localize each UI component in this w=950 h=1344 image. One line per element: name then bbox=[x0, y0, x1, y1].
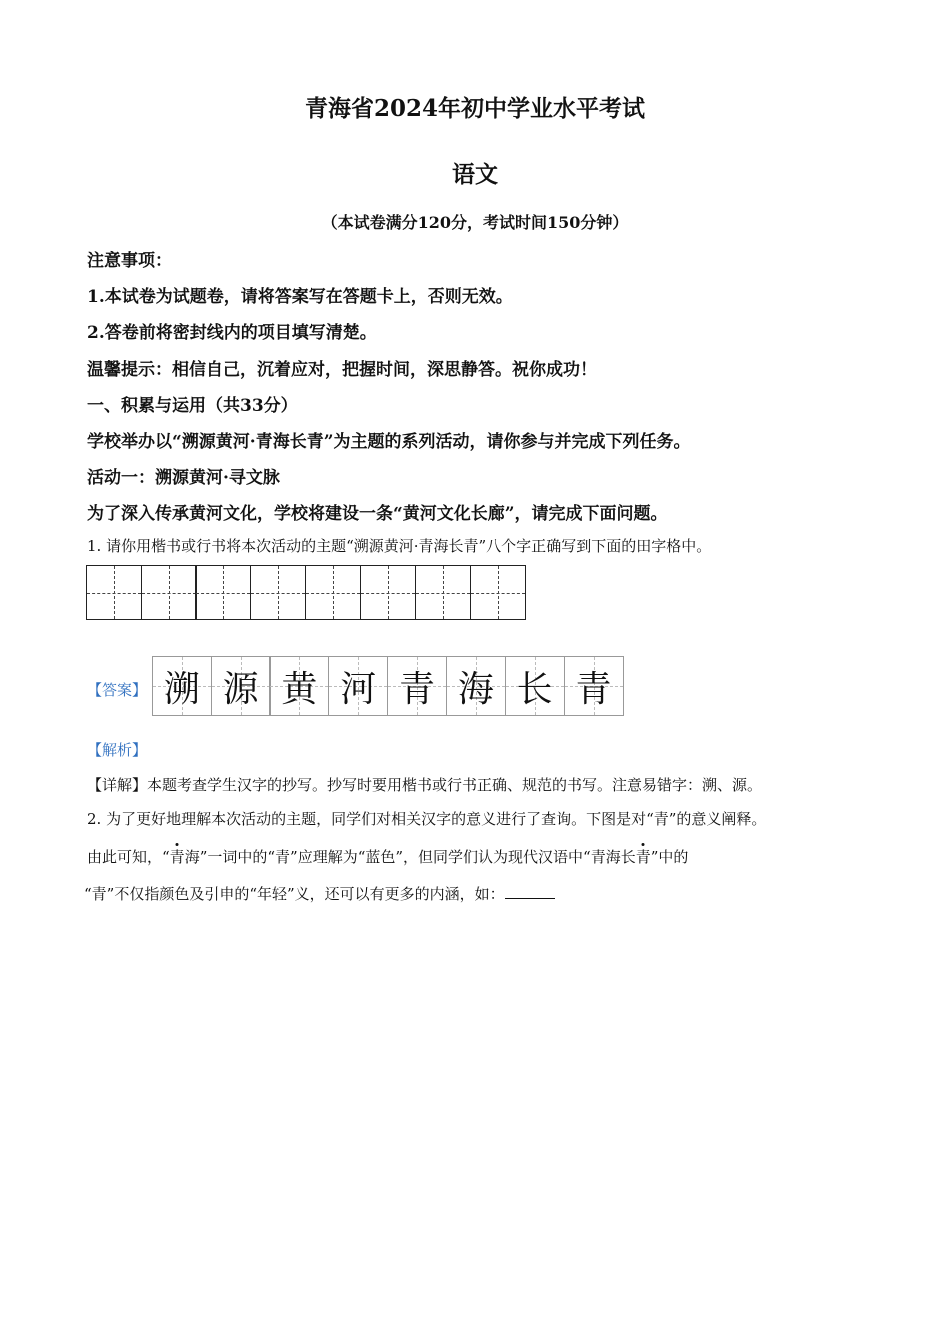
answer-cell bbox=[446, 656, 506, 716]
tianzige-cell[interactable] bbox=[250, 565, 306, 620]
tianzige-cell[interactable] bbox=[86, 565, 142, 620]
answer-cell bbox=[387, 656, 447, 716]
notice-heading: 注意事项： bbox=[87, 251, 172, 271]
tianzige-cell[interactable] bbox=[305, 565, 361, 620]
tianzige-cell[interactable] bbox=[360, 565, 416, 620]
tianzige-cell[interactable] bbox=[141, 565, 197, 620]
answer-cell bbox=[564, 656, 624, 716]
answer-char: 河 bbox=[340, 668, 377, 710]
emphasis-dot-char: 青 bbox=[169, 848, 185, 866]
page-title: 青海省2024年初中学业水平考试 bbox=[304, 95, 645, 122]
emphasis-dot-char: 青 bbox=[635, 848, 651, 866]
tip-text: 温馨提示：相信自己，沉着应对，把握时间，深思静答。祝你成功！ bbox=[87, 360, 597, 380]
answer-char: 青 bbox=[399, 668, 436, 710]
question-1-text: 1. 请你用楷书或行书将本次活动的主题“溯源黄河·青海长青”八个字正确写到下面的田字格中。 bbox=[87, 537, 712, 555]
tianzige-cell[interactable] bbox=[415, 565, 471, 620]
answer-char: 长 bbox=[516, 668, 553, 710]
detail-text: 【详解】本题考查学生汉字的抄写。抄写时要用楷书或行书正确、规范的书写。注意易错字：溯、源。 bbox=[87, 776, 763, 794]
activity-description: 为了深入传承黄河文化，学校将建设一条“黄河文化长廊”，请完成下面问题。 bbox=[87, 504, 668, 524]
answer-label: 【答案】 bbox=[87, 681, 148, 699]
q2-text-part: 海”一词中的“青”应理解为“蓝色”，但同学们认为现代汉语中“青海长 bbox=[184, 848, 636, 866]
answer-char: 源 bbox=[222, 668, 259, 710]
q2-text-part: 由此可知，“ bbox=[87, 848, 170, 866]
subject-title: 语文 bbox=[452, 161, 498, 188]
notice-item-2: 2.答卷前将密封线内的项目填写清楚。 bbox=[87, 323, 377, 343]
answer-char: 黄 bbox=[281, 668, 318, 710]
answer-blank[interactable] bbox=[505, 884, 555, 899]
tianzige-grid[interactable] bbox=[87, 565, 526, 620]
answer-cell bbox=[269, 656, 329, 716]
analysis-label: 【解析】 bbox=[87, 741, 148, 759]
question-2-line-3 bbox=[84, 883, 555, 904]
exam-note: （本试卷满分120分，考试时间150分钟） bbox=[321, 213, 629, 232]
answer-grid bbox=[153, 656, 624, 716]
tianzige-cell[interactable] bbox=[195, 565, 251, 620]
q2-text-part: ”中的 bbox=[650, 848, 689, 866]
notice-item-1: 1.本试卷为试题卷，请将答案写在答题卡上，否则无效。 bbox=[87, 287, 513, 307]
answer-char: 溯 bbox=[163, 668, 200, 710]
question-2-line-1: 2. 为了更好地理解本次活动的主题，同学们对相关汉字的意义进行了查询。下图是对“青”的意义阐释。 bbox=[87, 810, 767, 828]
answer-char: 海 bbox=[457, 668, 494, 710]
answer-cell bbox=[211, 656, 271, 716]
section-heading: 一、积累与运用（共33分） bbox=[87, 396, 298, 416]
answer-char: 青 bbox=[575, 668, 612, 710]
tianzige-cell[interactable] bbox=[470, 565, 526, 620]
answer-cell bbox=[328, 656, 388, 716]
answer-cell bbox=[505, 656, 565, 716]
section-intro: 学校举办以“溯源黄河·青海长青”为主题的系列活动，请你参与并完成下列任务。 bbox=[87, 432, 691, 452]
question-2-line-2 bbox=[87, 846, 688, 867]
answer-cell bbox=[152, 656, 212, 716]
activity-title: 活动一：溯源黄河·寻文脉 bbox=[87, 468, 280, 488]
q2-text-part: “青”不仅指颜色及引申的“年轻”义，还可以有更多的内涵，如： bbox=[84, 885, 505, 903]
